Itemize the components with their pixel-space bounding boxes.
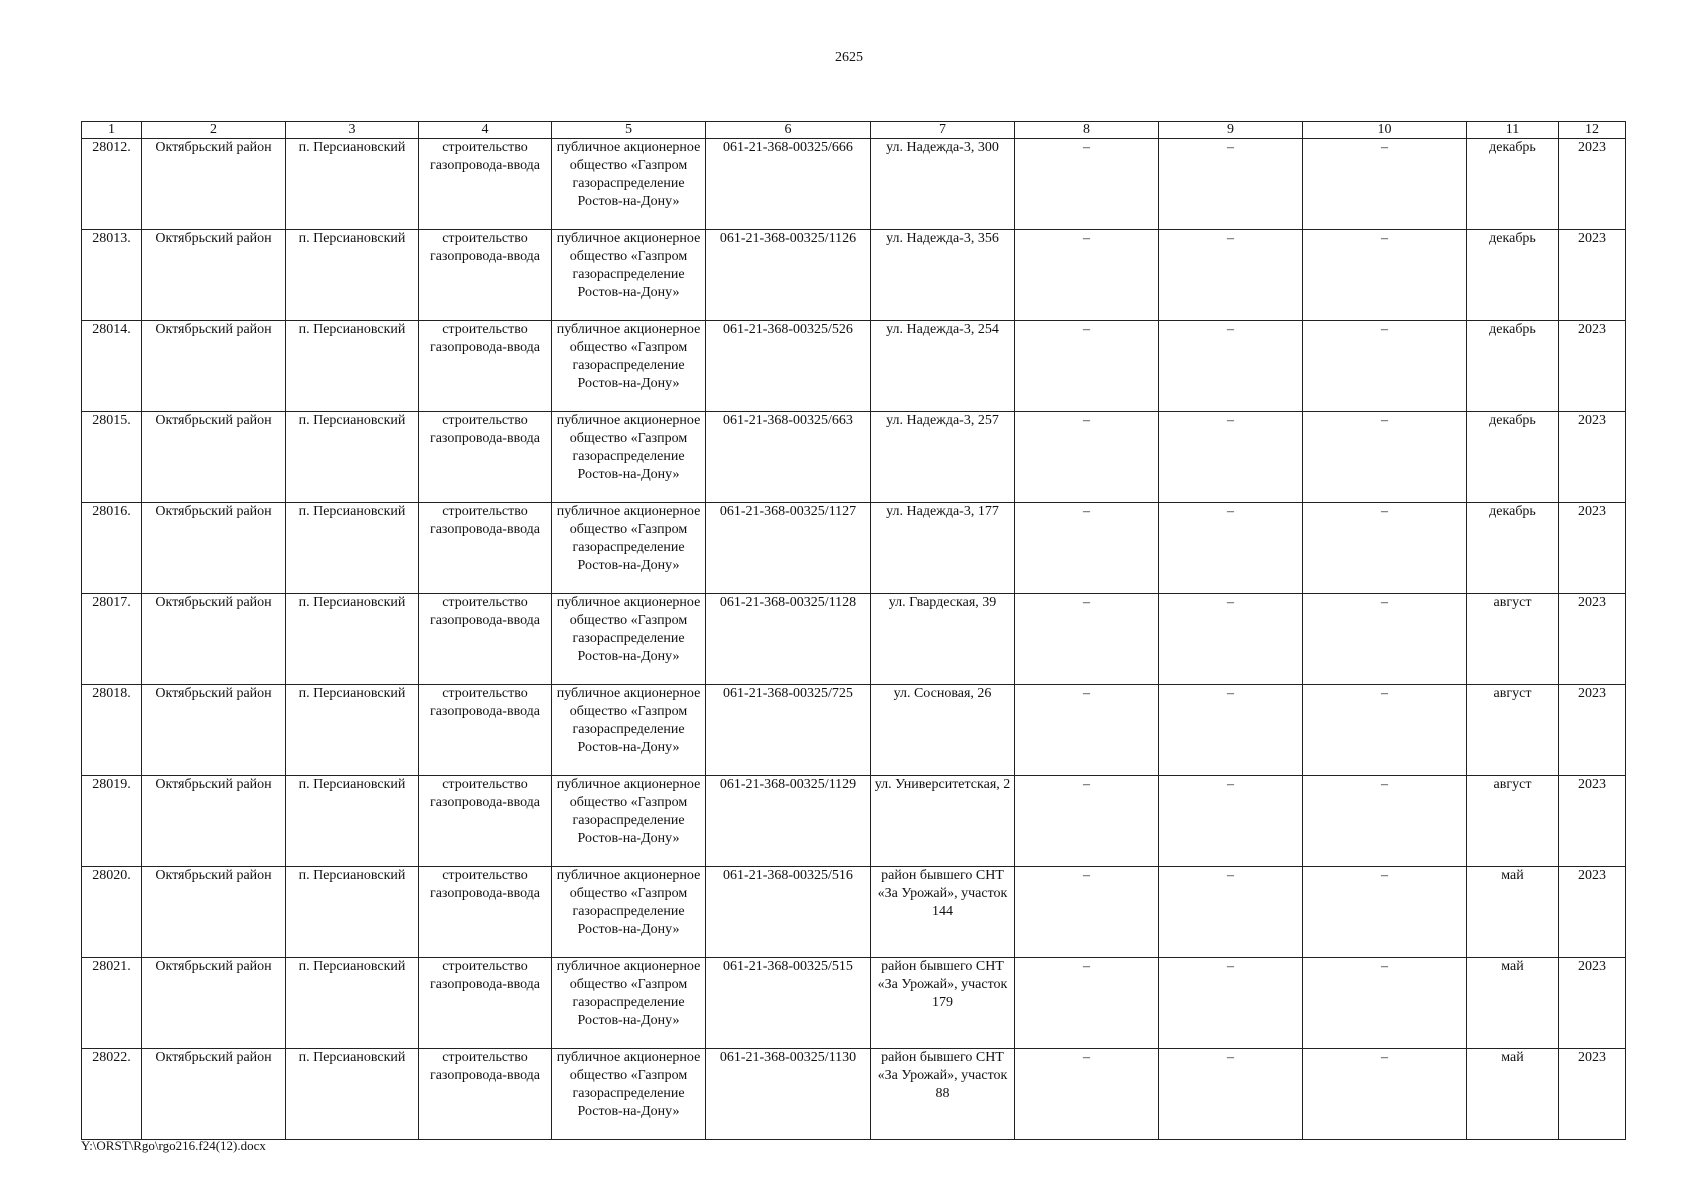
- column-9-cell: –: [1159, 412, 1303, 503]
- column-header: 7: [871, 122, 1015, 139]
- settlement-cell: п. Персиановский: [286, 594, 419, 685]
- table-row: [82, 1049, 1626, 1140]
- work-type-cell: строительство газопровода-ввода: [419, 776, 552, 867]
- registry-code-cell: 061-21-368-00325/526: [706, 321, 871, 412]
- district-cell: Октябрьский район: [142, 412, 286, 503]
- work-type-cell: строительство газопровода-ввода: [419, 321, 552, 412]
- month-cell: декабрь: [1467, 412, 1559, 503]
- district-cell: Октябрьский район: [142, 1049, 286, 1140]
- row-number: 28014.: [82, 321, 142, 412]
- column-header: 6: [706, 122, 871, 139]
- registry-code-cell: 061-21-368-00325/1129: [706, 776, 871, 867]
- year-cell: 2023: [1559, 958, 1626, 1049]
- address-cell: ул. Надежда-3, 257: [871, 412, 1015, 503]
- page-number: 2625: [835, 50, 863, 65]
- table-row: [82, 412, 1626, 503]
- column-8-cell: –: [1015, 230, 1159, 321]
- column-header: 11: [1467, 122, 1559, 139]
- table-row: [82, 230, 1626, 321]
- year-cell: 2023: [1559, 412, 1626, 503]
- column-9-cell: –: [1159, 139, 1303, 230]
- column-9-cell: –: [1159, 867, 1303, 958]
- column-header: 3: [286, 122, 419, 139]
- work-type-cell: строительство газопровода-ввода: [419, 685, 552, 776]
- month-cell: май: [1467, 958, 1559, 1049]
- organization-cell: публичное акционерное общество «Газпром газораспределение Ростов-на-Дону»: [552, 503, 706, 594]
- work-type-cell: строительство газопровода-ввода: [419, 139, 552, 230]
- table-row: [82, 594, 1626, 685]
- row-number: 28019.: [82, 776, 142, 867]
- work-type-cell: строительство газопровода-ввода: [419, 503, 552, 594]
- column-8-cell: –: [1015, 776, 1159, 867]
- year-cell: 2023: [1559, 139, 1626, 230]
- column-9-cell: –: [1159, 958, 1303, 1049]
- address-cell: ул. Надежда-3, 177: [871, 503, 1015, 594]
- column-10-cell: –: [1303, 412, 1467, 503]
- month-cell: декабрь: [1467, 321, 1559, 412]
- month-cell: август: [1467, 685, 1559, 776]
- year-cell: 2023: [1559, 321, 1626, 412]
- district-cell: Октябрьский район: [142, 958, 286, 1049]
- table-row: [82, 685, 1626, 776]
- settlement-cell: п. Персиановский: [286, 685, 419, 776]
- row-number: 28016.: [82, 503, 142, 594]
- footer-file-path: Y:\ORST\Rgo\rgo216.f24(12).docx: [81, 1138, 266, 1153]
- work-type-cell: строительство газопровода-ввода: [419, 594, 552, 685]
- column-10-cell: –: [1303, 685, 1467, 776]
- column-header: 12: [1559, 122, 1626, 139]
- column-9-cell: –: [1159, 503, 1303, 594]
- district-cell: Октябрьский район: [142, 594, 286, 685]
- registry-code-cell: 061-21-368-00325/725: [706, 685, 871, 776]
- column-8-cell: –: [1015, 594, 1159, 685]
- table-row: [82, 321, 1626, 412]
- registry-code-cell: 061-21-368-00325/515: [706, 958, 871, 1049]
- column-header: 4: [419, 122, 552, 139]
- month-cell: август: [1467, 776, 1559, 867]
- district-cell: Октябрьский район: [142, 230, 286, 321]
- registry-code-cell: 061-21-368-00325/1130: [706, 1049, 871, 1140]
- organization-cell: публичное акционерное общество «Газпром газораспределение Ростов-на-Дону»: [552, 321, 706, 412]
- column-8-cell: –: [1015, 958, 1159, 1049]
- year-cell: 2023: [1559, 503, 1626, 594]
- column-9-cell: –: [1159, 1049, 1303, 1140]
- column-header: 5: [552, 122, 706, 139]
- column-8-cell: –: [1015, 412, 1159, 503]
- address-cell: ул. Университетская, 2: [871, 776, 1015, 867]
- column-header: 2: [142, 122, 286, 139]
- table-row: [82, 776, 1626, 867]
- work-type-cell: строительство газопровода-ввода: [419, 1049, 552, 1140]
- organization-cell: публичное акционерное общество «Газпром газораспределение Ростов-на-Дону»: [552, 685, 706, 776]
- column-10-cell: –: [1303, 1049, 1467, 1140]
- work-type-cell: строительство газопровода-ввода: [419, 230, 552, 321]
- district-cell: Октябрьский район: [142, 776, 286, 867]
- column-8-cell: –: [1015, 321, 1159, 412]
- table-row: [82, 867, 1626, 958]
- column-number-row: [82, 122, 1626, 139]
- year-cell: 2023: [1559, 685, 1626, 776]
- column-9-cell: –: [1159, 776, 1303, 867]
- district-cell: Октябрьский район: [142, 503, 286, 594]
- column-10-cell: –: [1303, 958, 1467, 1049]
- column-10-cell: –: [1303, 139, 1467, 230]
- year-cell: 2023: [1559, 594, 1626, 685]
- column-9-cell: –: [1159, 685, 1303, 776]
- district-cell: Октябрьский район: [142, 867, 286, 958]
- row-number: 28018.: [82, 685, 142, 776]
- organization-cell: публичное акционерное общество «Газпром газораспределение Ростов-на-Дону»: [552, 139, 706, 230]
- settlement-cell: п. Персиановский: [286, 139, 419, 230]
- row-number: 28017.: [82, 594, 142, 685]
- organization-cell: публичное акционерное общество «Газпром газораспределение Ростов-на-Дону»: [552, 594, 706, 685]
- row-number: 28015.: [82, 412, 142, 503]
- settlement-cell: п. Персиановский: [286, 321, 419, 412]
- month-cell: декабрь: [1467, 503, 1559, 594]
- work-type-cell: строительство газопровода-ввода: [419, 412, 552, 503]
- address-cell: район бывшего СНТ «За Урожай», участок 88: [871, 1049, 1015, 1140]
- settlement-cell: п. Персиановский: [286, 958, 419, 1049]
- table-row: [82, 958, 1626, 1049]
- organization-cell: публичное акционерное общество «Газпром газораспределение Ростов-на-Дону»: [552, 958, 706, 1049]
- column-10-cell: –: [1303, 321, 1467, 412]
- year-cell: 2023: [1559, 776, 1626, 867]
- district-cell: Октябрьский район: [142, 139, 286, 230]
- column-10-cell: –: [1303, 867, 1467, 958]
- settlement-cell: п. Персиановский: [286, 1049, 419, 1140]
- month-cell: декабрь: [1467, 139, 1559, 230]
- column-10-cell: –: [1303, 594, 1467, 685]
- settlement-cell: п. Персиановский: [286, 776, 419, 867]
- column-header: 8: [1015, 122, 1159, 139]
- organization-cell: публичное акционерное общество «Газпром газораспределение Ростов-на-Дону»: [552, 230, 706, 321]
- registry-code-cell: 061-21-368-00325/1128: [706, 594, 871, 685]
- address-cell: ул. Надежда-3, 254: [871, 321, 1015, 412]
- row-number: 28012.: [82, 139, 142, 230]
- registry-code-cell: 061-21-368-00325/516: [706, 867, 871, 958]
- address-cell: район бывшего СНТ «За Урожай», участок 144: [871, 867, 1015, 958]
- column-header: 1: [82, 122, 142, 139]
- address-cell: ул. Гвардеская, 39: [871, 594, 1015, 685]
- month-cell: май: [1467, 867, 1559, 958]
- column-header: 9: [1159, 122, 1303, 139]
- table-row: [82, 139, 1626, 230]
- row-number: 28022.: [82, 1049, 142, 1140]
- organization-cell: публичное акционерное общество «Газпром газораспределение Ростов-на-Дону»: [552, 867, 706, 958]
- month-cell: август: [1467, 594, 1559, 685]
- column-8-cell: –: [1015, 685, 1159, 776]
- column-10-cell: –: [1303, 503, 1467, 594]
- column-9-cell: –: [1159, 321, 1303, 412]
- year-cell: 2023: [1559, 867, 1626, 958]
- year-cell: 2023: [1559, 230, 1626, 321]
- registry-code-cell: 061-21-368-00325/1126: [706, 230, 871, 321]
- month-cell: декабрь: [1467, 230, 1559, 321]
- registry-table: [81, 121, 1626, 1140]
- column-8-cell: –: [1015, 139, 1159, 230]
- district-cell: Октябрьский район: [142, 685, 286, 776]
- settlement-cell: п. Персиановский: [286, 412, 419, 503]
- column-10-cell: –: [1303, 230, 1467, 321]
- work-type-cell: строительство газопровода-ввода: [419, 867, 552, 958]
- column-9-cell: –: [1159, 230, 1303, 321]
- settlement-cell: п. Персиановский: [286, 503, 419, 594]
- column-8-cell: –: [1015, 503, 1159, 594]
- year-cell: 2023: [1559, 1049, 1626, 1140]
- column-8-cell: –: [1015, 867, 1159, 958]
- work-type-cell: строительство газопровода-ввода: [419, 958, 552, 1049]
- registry-code-cell: 061-21-368-00325/666: [706, 139, 871, 230]
- month-cell: май: [1467, 1049, 1559, 1140]
- column-header: 10: [1303, 122, 1467, 139]
- organization-cell: публичное акционерное общество «Газпром газораспределение Ростов-на-Дону»: [552, 776, 706, 867]
- settlement-cell: п. Персиановский: [286, 867, 419, 958]
- column-9-cell: –: [1159, 594, 1303, 685]
- address-cell: район бывшего СНТ «За Урожай», участок 179: [871, 958, 1015, 1049]
- organization-cell: публичное акционерное общество «Газпром газораспределение Ростов-на-Дону»: [552, 412, 706, 503]
- district-cell: Октябрьский район: [142, 321, 286, 412]
- organization-cell: публичное акционерное общество «Газпром газораспределение Ростов-на-Дону»: [552, 1049, 706, 1140]
- row-number: 28021.: [82, 958, 142, 1049]
- registry-code-cell: 061-21-368-00325/663: [706, 412, 871, 503]
- address-cell: ул. Надежда-3, 300: [871, 139, 1015, 230]
- column-10-cell: –: [1303, 776, 1467, 867]
- settlement-cell: п. Персиановский: [286, 230, 419, 321]
- registry-code-cell: 061-21-368-00325/1127: [706, 503, 871, 594]
- address-cell: ул. Сосновая, 26: [871, 685, 1015, 776]
- row-number: 28020.: [82, 867, 142, 958]
- table-row: [82, 503, 1626, 594]
- column-8-cell: –: [1015, 1049, 1159, 1140]
- address-cell: ул. Надежда-3, 356: [871, 230, 1015, 321]
- row-number: 28013.: [82, 230, 142, 321]
